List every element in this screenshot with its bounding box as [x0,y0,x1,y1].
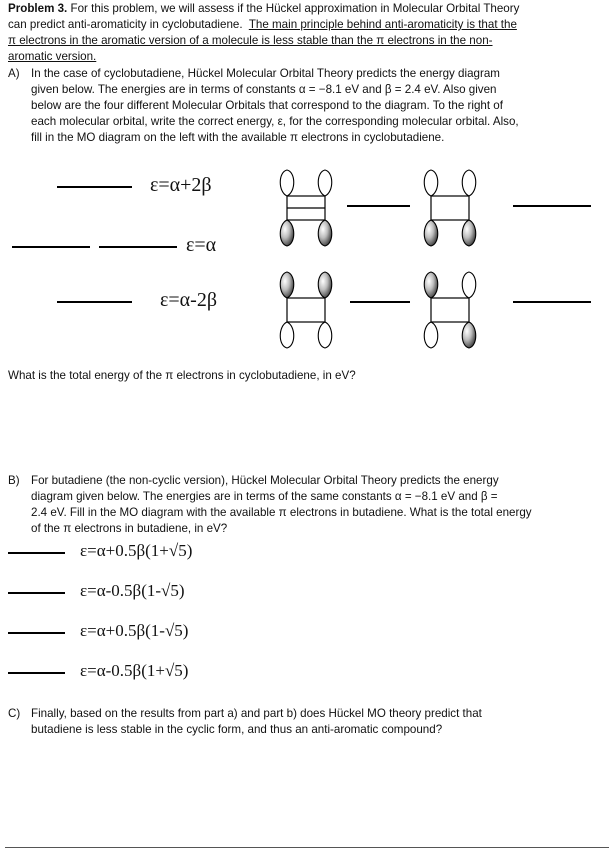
problem-header [8,1,608,17]
page-bottom-rule [5,847,609,848]
butadiene-energy-1: ε=α+0.5β(1+√5) [80,541,193,560]
mo-answer-line-1[interactable] [347,205,410,207]
mo-level-top[interactable] [57,186,132,188]
problem-intro-line-2 [8,17,517,33]
part-a-line-1: In the case of cyclobutadiene, Hückel Molecular Orbital Theory predicts the energy diagram [31,67,500,80]
cyclobutadiene-mo-orbital-2 [415,160,487,256]
mo-answer-line-4[interactable] [513,301,591,303]
problem-principle-2: The main principle behind anti-aromaticity is that the [248,18,517,31]
cyclobutadiene-mo-orbital-4 [415,262,487,358]
cyclobutadiene-mo-orbital-1 [271,160,343,256]
butadiene-level-1[interactable] [8,552,65,554]
butadiene-energy-2: ε=α-0.5β(1-√5) [80,581,185,600]
part-b-line-4: of the π electrons in butadiene, in eV? [31,522,228,535]
mo-level-middle-right[interactable] [99,246,177,248]
part-a-question: What is the total energy of the π electrons in cyclobutadiene, in eV? [8,369,356,382]
part-c-line-1: Finally, based on the results from part a) and part b) does Hückel MO theory predict that [31,707,482,720]
part-b-label: B) [8,474,20,487]
part-a-line-2: given below. The energies are in terms of constants α = −8.1 eV and β = 2.4 eV. Also given [31,83,497,96]
mo-answer-line-3[interactable] [350,301,410,303]
cyclobutadiene-mo-orbital-3 [271,262,343,358]
energy-label-middle: ε=α [186,234,217,256]
butadiene-level-2[interactable] [8,592,65,594]
mo-answer-line-2[interactable] [513,205,591,207]
butadiene-energy-4: ε=α-0.5β(1+√5) [80,661,189,680]
butadiene-level-4[interactable] [8,672,65,674]
mo-level-bottom[interactable] [57,301,132,303]
part-c-label: C) [8,707,21,720]
problem-intro-2a: can predict anti-aromaticity in cyclobutadiene. [8,18,243,31]
part-a-line-5: fill in the MO diagram on the left with the available π electrons in cyclobutadiene. [31,131,445,144]
part-b-line-3: 2.4 eV. Fill in the MO diagram with the available π electrons in butadiene. What is the total energy [31,506,532,519]
part-a-line-3: below are the four different Molecular Orbitals that correspond to the diagram. To the right of [31,99,503,112]
mo-level-middle-left[interactable] [12,246,90,248]
problem-principle-3: π electrons in the aromatic version of a molecule is less stable than the π electrons in the non- [8,34,493,47]
butadiene-energy-3: ε=α+0.5β(1-√5) [80,621,189,640]
part-b-line-2: diagram given below. The energies are in terms of the same constants α = −8.1 eV and β = [31,490,498,503]
part-a-line-4: each molecular orbital, write the correct energy, ε, for the corresponding molecular orbital. Also, [31,115,519,128]
energy-label-top: ε=α+2β [150,174,212,196]
part-b-line-1: For butadiene (the non-cyclic version), Hückel Molecular Orbital Theory predicts the energy [31,474,499,487]
problem-intro-1: For this problem, we will assess if the Hückel approximation in Molecular Orbital Theory [70,2,520,15]
part-a-label: A) [8,67,20,80]
problem-principle-4: aromatic version. [8,50,97,63]
part-c-line-2: butadiene is less stable in the cyclic form, and thus an anti-aromatic compound? [31,723,443,736]
energy-label-bottom: ε=α-2β [160,289,217,311]
problem-label: Problem 3. [8,2,68,15]
butadiene-level-3[interactable] [8,632,65,634]
